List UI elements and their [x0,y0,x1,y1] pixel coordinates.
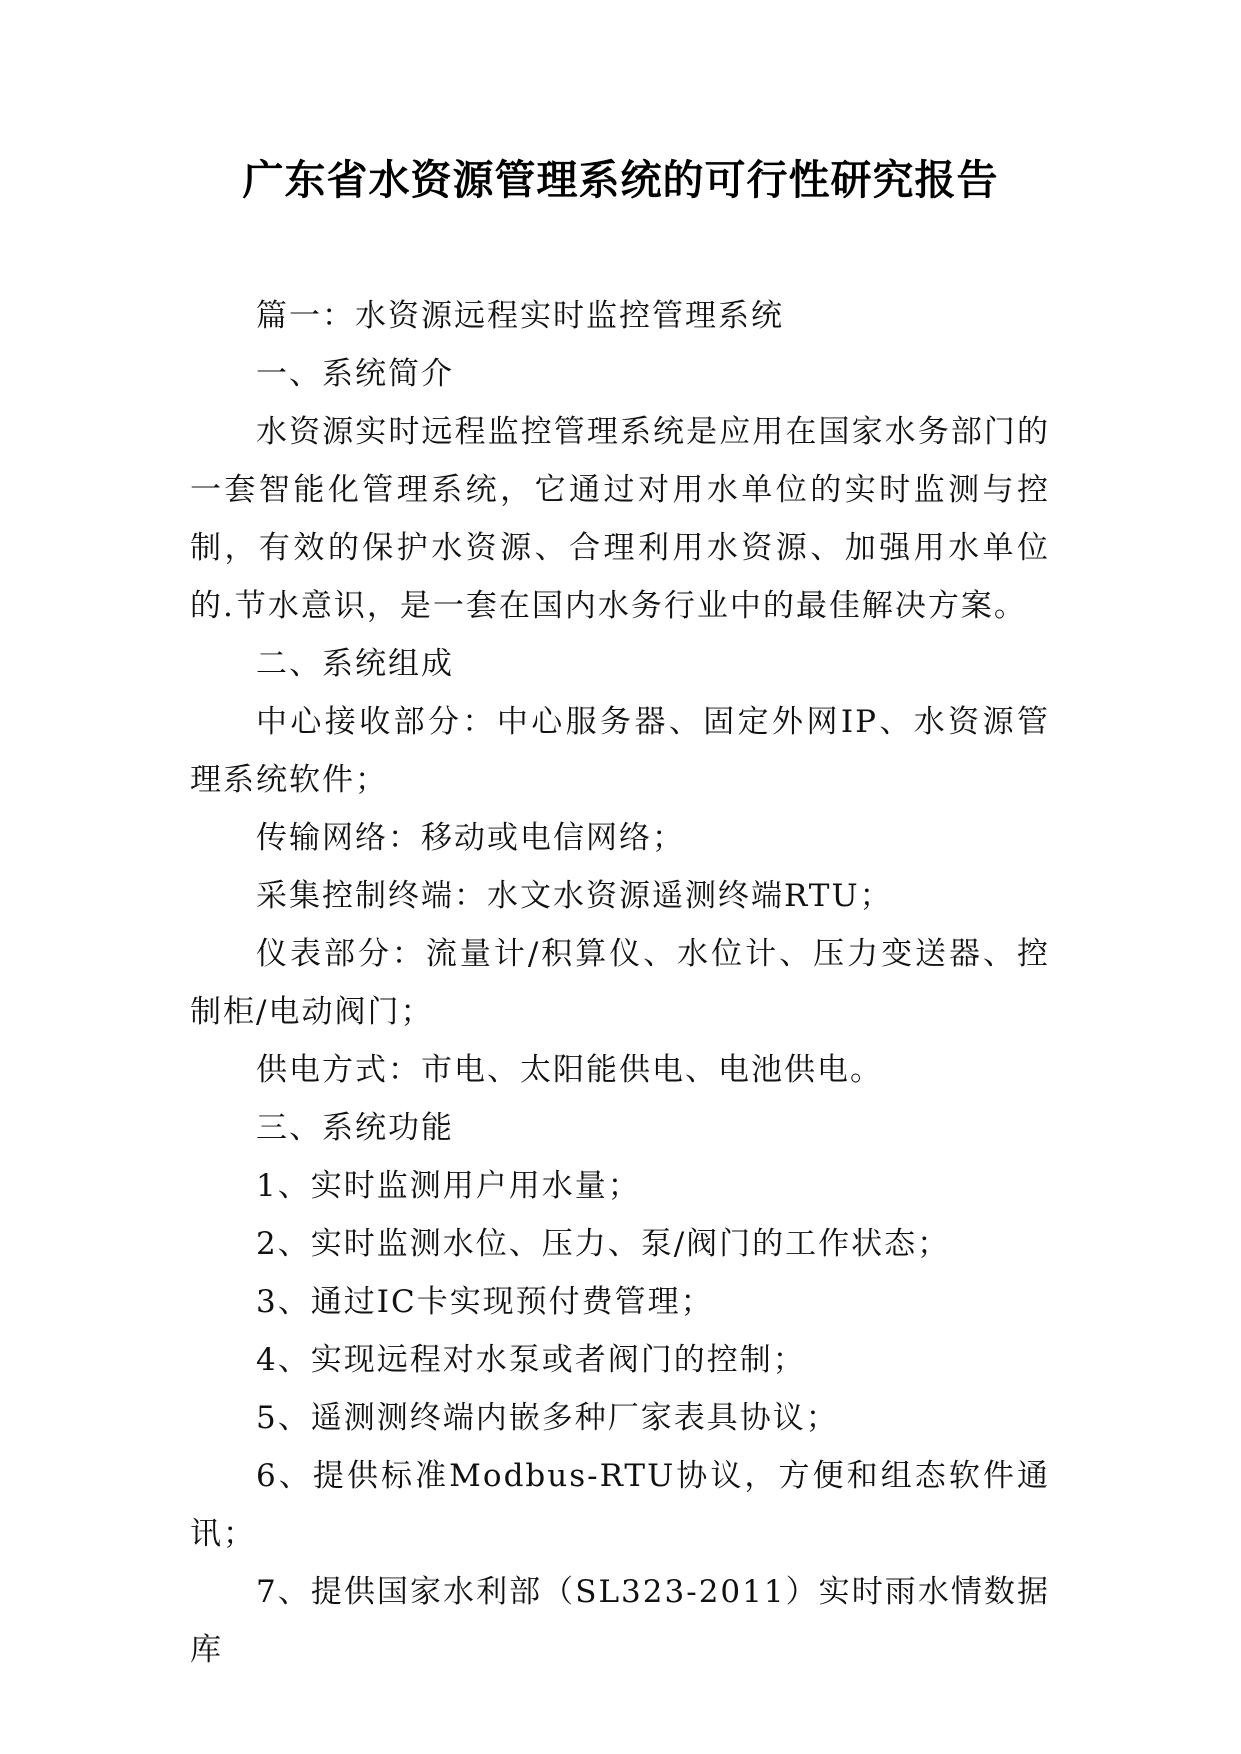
paragraph-heading-composition: 二、系统组成 [256,646,454,682]
paragraph-collection-terminal: 采集控制终端：水文水资源遥测终端RTU； [256,878,893,914]
list-item: 3、通过IC卡实现预付费管理； [256,1284,714,1320]
paragraph-instruments: 仪表部分：流量计/积算仪、水位计、压力变送器、控制柜/电动阀门； [190,936,1050,1030]
list-item: 5、遥测测终端内嵌多种厂家表具协议； [256,1400,839,1436]
document-body [190,287,1050,1679]
list-item: 6、提供标准Modbus-RTU协议，方便和组态软件通讯； [190,1458,1050,1552]
paragraph-center-receiver: 中心接收部分：中心服务器、固定外网IP、水资源管理系统软件； [190,704,1050,798]
paragraph-heading-intro: 一、系统简介 [256,356,454,392]
list-item: 2、实时监测水位、压力、泵/阀门的工作状态； [256,1226,951,1262]
paragraph-transport-network: 传输网络：移动或电信网络； [256,820,685,856]
paragraph-intro-text: 水资源实时远程监控管理系统是应用在国家水务部门的一套智能化管理系统，它通过对用水单位的实时监测与控制，有效的保护水资源、合理利用水资源、加强用水单位的.节水意识，是一套在国内水务行业中的最佳解决方案。 [190,414,1050,624]
paragraph-power-supply: 供电方式：市电、太阳能供电、电池供电。 [256,1052,883,1088]
list-item: 7、提供国家水利部（SL323-2011）实时雨水情数据库 [190,1574,1050,1668]
paragraph-section-heading: 篇一：水资源远程实时监控管理系统 [256,298,784,334]
list-item: 1、实时监测用户用水量； [256,1168,641,1204]
paragraph-heading-functions: 三、系统功能 [256,1110,454,1146]
list-item: 4、实现远程对水泵或者阀门的控制； [256,1342,806,1378]
document-title: 广东省水资源管理系统的可行性研究报告 [242,156,999,204]
